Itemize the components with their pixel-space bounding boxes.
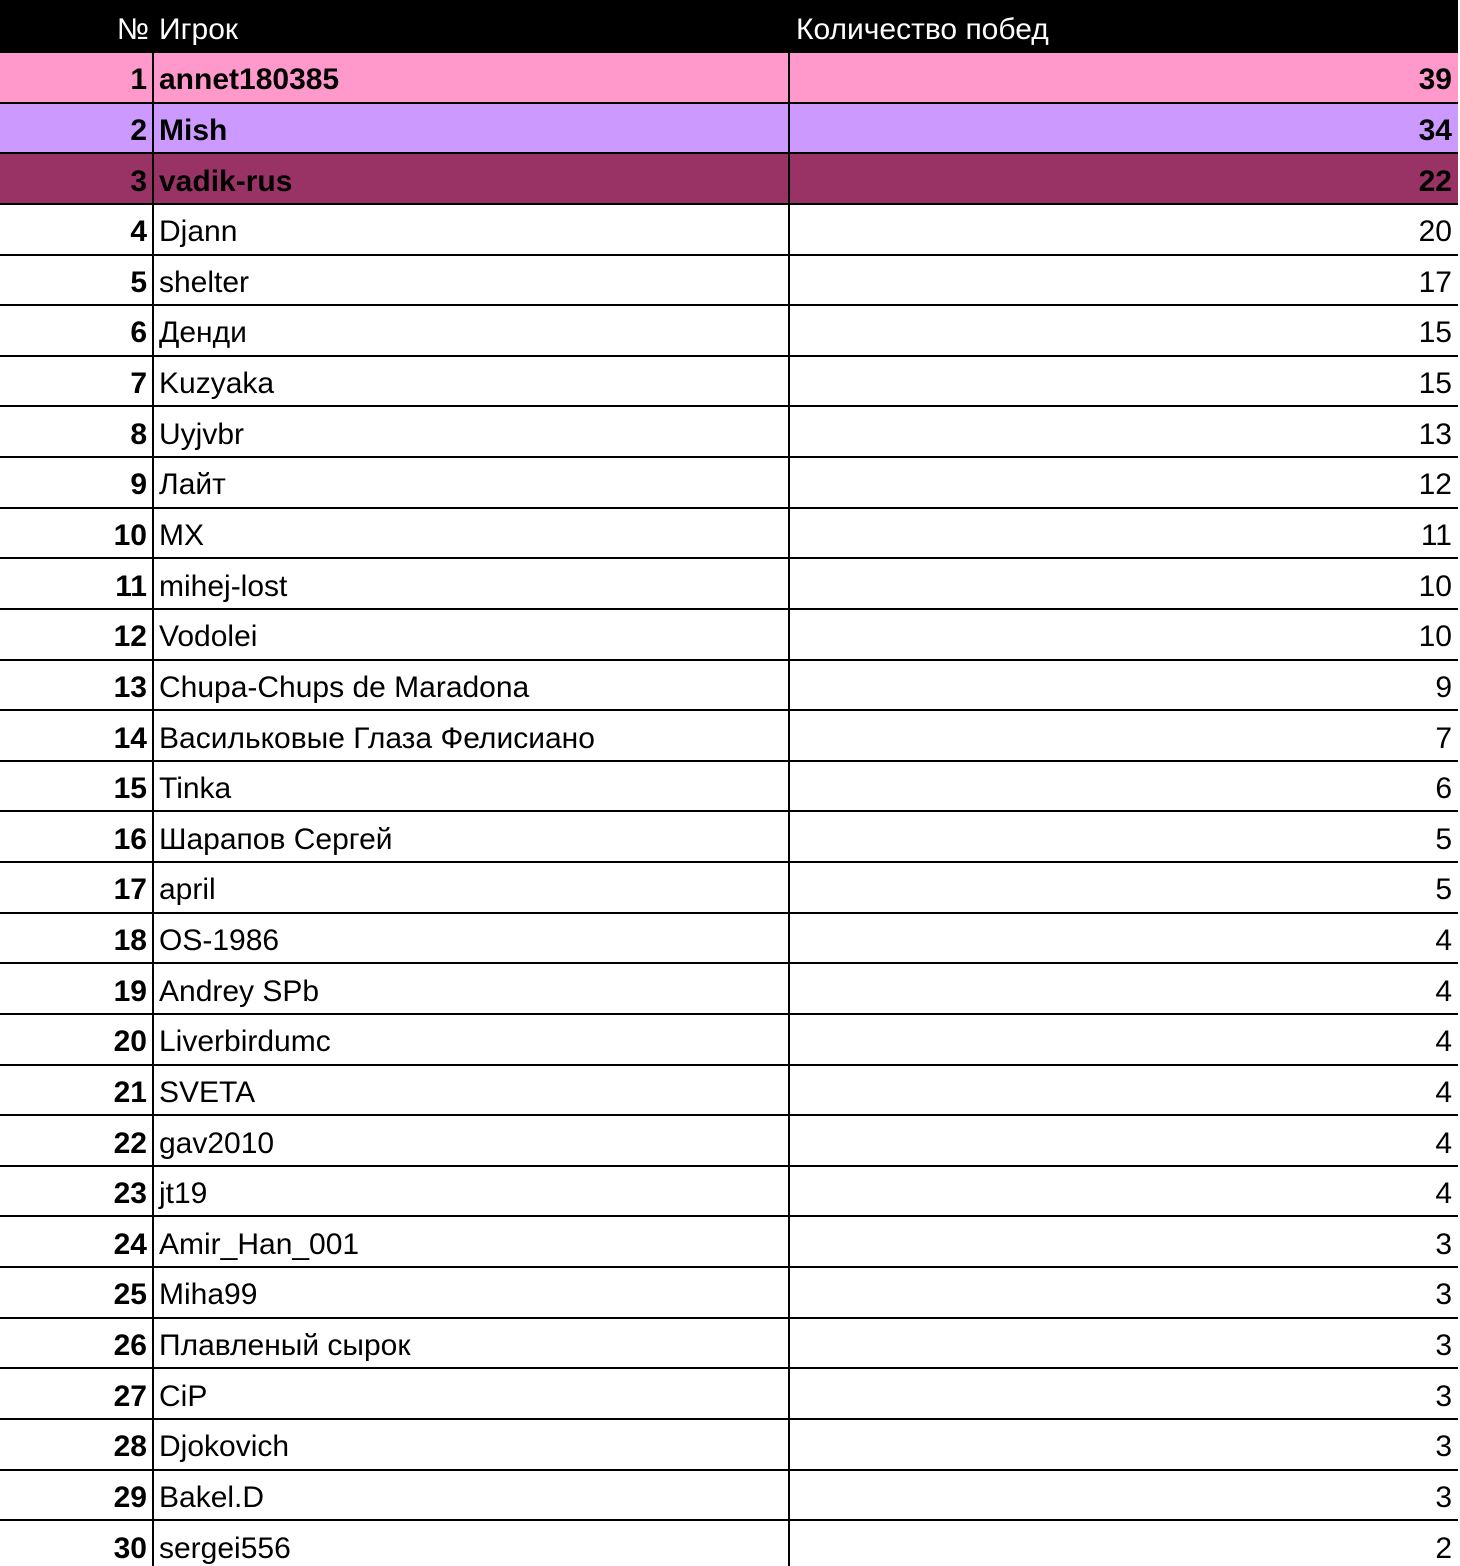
wins-count: 6 [1435,772,1452,806]
wins-count: 3 [1435,1278,1452,1312]
row-number: 14 [0,711,154,760]
player-name: Vodolei [154,610,790,659]
player-name: Andrey SPb [154,964,790,1013]
wins-count: 3 [1435,1379,1452,1413]
row-number: 2 [0,104,154,153]
player-name: vadik-rus [154,154,790,203]
wins-count: 4 [1435,924,1452,958]
table-row [0,863,1458,914]
table-row [0,711,1458,762]
row-number: 16 [0,812,154,861]
table-row [0,1268,1458,1319]
header-wins: Количество побед [796,12,1049,46]
row-number: 15 [0,762,154,811]
row-number: 6 [0,306,154,355]
player-name: sergei556 [154,1521,790,1566]
table-row [0,1167,1458,1218]
row-number: 5 [0,256,154,305]
player-name: Kuzyaka [154,357,790,406]
wins-count: 12 [1418,468,1452,502]
row-number: 13 [0,661,154,710]
table-row [0,762,1458,813]
row-number: 11 [0,559,154,608]
player-name: Шарапов Сергей [154,812,790,861]
wins-count: 3 [1435,1329,1452,1363]
player-name: annet180385 [154,53,790,102]
player-name: Лайт [154,458,790,507]
header-player: Игрок [159,12,238,46]
player-name: Tinka [154,762,790,811]
wins-count: 22 [1418,164,1452,198]
row-number: 3 [0,154,154,203]
table-row [0,610,1458,661]
row-number: 23 [0,1167,154,1216]
table-row [0,1066,1458,1117]
row-number: 17 [0,863,154,912]
player-name: shelter [154,256,790,305]
wins-count: 3 [1435,1480,1452,1514]
table-row [0,661,1458,712]
player-name: Денди [154,306,790,355]
wins-count: 15 [1418,316,1452,350]
player-name: Mish [154,104,790,153]
table-row [0,1015,1458,1066]
player-name: Bakel.D [154,1471,790,1520]
player-name: Uyjvbr [154,407,790,456]
row-number: 10 [0,509,154,558]
wins-count: 13 [1418,417,1452,451]
wins-count: 4 [1435,1025,1452,1059]
wins-count: 34 [1418,113,1452,147]
player-name: Chupa-Chups de Maradona [154,661,790,710]
table-row [0,1471,1458,1522]
wins-count: 9 [1435,670,1452,704]
player-name: Плавленый сырок [154,1319,790,1368]
player-name: Miha99 [154,1268,790,1317]
wins-count: 2 [1435,1531,1452,1565]
wins-count: 20 [1418,215,1452,249]
row-number: 12 [0,610,154,659]
row-number: 26 [0,1319,154,1368]
wins-count: 7 [1435,721,1452,755]
wins-count: 39 [1418,63,1452,97]
wins-count: 4 [1435,974,1452,1008]
row-number: 9 [0,458,154,507]
table-row [0,964,1458,1015]
row-number: 1 [0,53,154,102]
row-number: 4 [0,205,154,254]
wins-count: 4 [1435,1126,1452,1160]
player-name: april [154,863,790,912]
table-header [0,0,1458,53]
table-row [0,1521,1458,1566]
wins-count: 3 [1435,1430,1452,1464]
table-row [0,1369,1458,1420]
row-number: 7 [0,357,154,406]
row-number: 22 [0,1116,154,1165]
table-row [0,205,1458,256]
wins-count: 4 [1435,1177,1452,1211]
player-name: Djann [154,205,790,254]
table-row [0,306,1458,357]
player-name: Васильковые Глаза Фелисиано [154,711,790,760]
player-name: jt19 [154,1167,790,1216]
row-number: 25 [0,1268,154,1317]
player-name: Liverbirdumc [154,1015,790,1064]
table-row [0,914,1458,965]
wins-count: 15 [1418,367,1452,401]
table-row [0,509,1458,560]
wins-count: 10 [1418,569,1452,603]
row-number: 8 [0,407,154,456]
player-name: Djokovich [154,1420,790,1469]
wins-count: 5 [1435,873,1452,907]
table-row [0,559,1458,610]
row-number: 30 [0,1521,154,1566]
row-number: 28 [0,1420,154,1469]
table-row [0,104,1458,155]
row-number: 21 [0,1066,154,1115]
wins-count: 11 [1420,518,1452,552]
row-number: 29 [0,1471,154,1520]
table-row [0,812,1458,863]
player-name: mihej-lost [154,559,790,608]
player-name: gav2010 [154,1116,790,1165]
table-row [0,1319,1458,1370]
row-number: 20 [0,1015,154,1064]
table-row [0,154,1458,205]
row-number: 27 [0,1369,154,1418]
table-row [0,458,1458,509]
wins-count: 5 [1435,822,1452,856]
player-name: MX [154,509,790,558]
row-number: 24 [0,1217,154,1266]
row-number: 19 [0,964,154,1013]
table-row [0,256,1458,307]
row-number: 18 [0,914,154,963]
table-row [0,1116,1458,1167]
wins-count: 3 [1435,1227,1452,1261]
table-row [0,53,1458,104]
wins-count: 17 [1418,265,1452,299]
table-row [0,407,1458,458]
player-name: Amir_Han_001 [154,1217,790,1266]
player-name: OS-1986 [154,914,790,963]
player-name: CiP [154,1369,790,1418]
header-number: № [116,12,149,46]
player-name: SVETA [154,1066,790,1115]
table-row [0,357,1458,408]
wins-count: 10 [1418,620,1452,654]
wins-count: 4 [1435,1075,1452,1109]
table-row [0,1217,1458,1268]
table-row [0,1420,1458,1471]
